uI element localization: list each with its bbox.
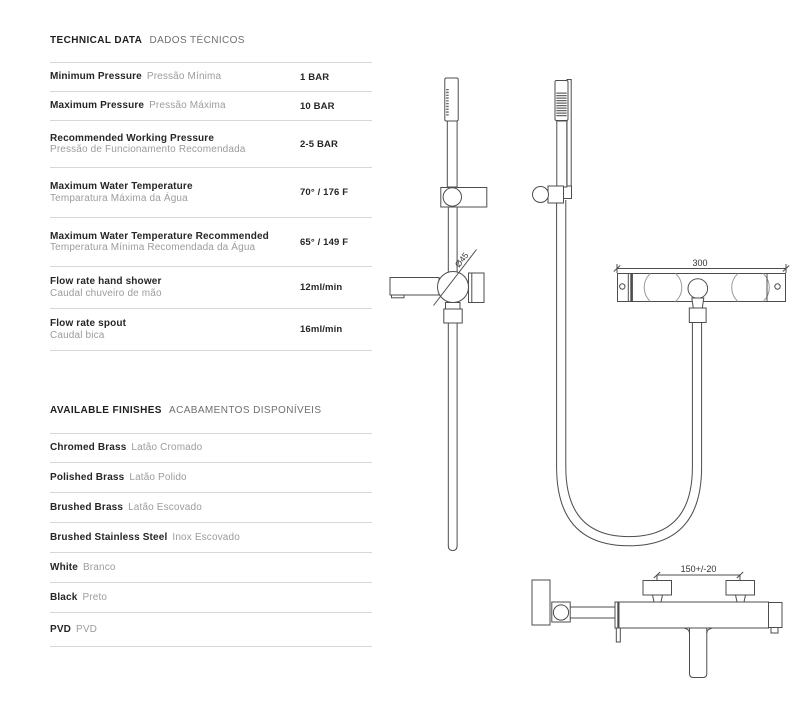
holder-knob-side <box>533 187 549 203</box>
technical-data-title-pt: DADOS TÉCNICOS <box>149 35 245 46</box>
spout <box>390 278 439 296</box>
valve-body <box>438 272 469 303</box>
hose-connector-cone <box>692 298 704 308</box>
hose-inner <box>566 200 693 537</box>
drawing-mixer-front-view <box>532 564 782 678</box>
spec-value: 2-5 BAR <box>300 138 339 150</box>
inlet-left <box>643 581 672 596</box>
spec-value: 10 BAR <box>300 100 335 112</box>
finish-label-en: Black <box>50 591 78 603</box>
dimension-label-width: 300 <box>692 258 708 268</box>
spec-label-en: Flow rate hand shower <box>50 276 162 287</box>
spec-label-pt: Temperatura Mínima Recomendada da Água <box>50 242 256 253</box>
mixer-body <box>615 602 769 628</box>
diverter-knob <box>469 273 485 303</box>
finish-label-pt: Branco <box>82 561 116 573</box>
finish-label-pt: PVD <box>76 623 98 635</box>
holder-bracket-side <box>548 186 564 203</box>
spec-value: 70° / 176 F <box>300 187 349 198</box>
hand-shower-handle <box>447 121 457 187</box>
spec-label-en: Minimum Pressure <box>50 71 142 83</box>
finish-label-pt: Preto <box>82 591 108 603</box>
holder-knob <box>553 605 568 620</box>
available-finishes-title-pt: ACABAMENTOS DISPONÍVEIS <box>169 405 322 416</box>
hand-shower-profile <box>532 580 550 625</box>
spec-label-pt: Pressão de Funcionamento Recomendada <box>50 144 246 155</box>
mixer-cap-right <box>769 603 783 628</box>
finish-label-en: Polished Brass <box>50 471 125 483</box>
bath-spout <box>690 629 707 678</box>
spec-label-pt: Temparatura Máxima da Água <box>50 192 188 204</box>
inlet-right-neck <box>736 595 746 602</box>
spec-label-pt: Pressão Máxima <box>149 100 226 112</box>
spec-label-en: Maximum Pressure <box>50 100 145 112</box>
valve-connector <box>444 309 462 323</box>
hand-shower-handle-side <box>557 121 567 187</box>
available-finishes-title: AVAILABLE FINISHES <box>50 405 162 416</box>
finish-label-en: Brushed Stainless Steel <box>50 531 168 543</box>
screw-hole-right <box>775 284 780 289</box>
drawing-side-view <box>533 80 702 546</box>
inlet-right <box>726 581 755 596</box>
valve-connector-top <box>446 303 461 310</box>
hose-connector-nut <box>689 308 706 323</box>
spec-label-en: Maximum Water Temperature <box>50 181 193 192</box>
spec-label-en: Recommended Working Pressure <box>50 132 215 144</box>
finish-label-pt: Latão Cromado <box>131 442 203 454</box>
bar-seal-line <box>630 274 633 302</box>
hose-outer <box>557 200 702 546</box>
spec-value: 12ml/min <box>300 282 343 293</box>
inlet-left-neck <box>653 595 663 602</box>
rail-edge-nub <box>563 186 572 199</box>
spec-label-pt: Pressão Mínima <box>146 71 222 83</box>
holder-arm <box>570 607 616 618</box>
spec-label-en: Flow rate spout <box>50 318 127 329</box>
spec-value: 65° / 149 F <box>300 236 349 248</box>
spec-value: 16ml/min <box>300 324 343 335</box>
screw-hole-left <box>620 284 625 289</box>
finish-label-en: PVD <box>50 623 72 635</box>
finish-label-pt: Latão Escovado <box>128 501 202 513</box>
finish-label-en: Brushed Brass <box>50 501 124 513</box>
drawing-top-view-bar <box>614 258 789 323</box>
finish-label-en: White <box>50 561 78 573</box>
finish-label-pt: Inox Escovado <box>172 531 240 543</box>
drawing-front-view <box>390 78 487 551</box>
spout-lip <box>392 295 405 298</box>
bath-spout-shoulder-right <box>707 628 712 633</box>
spec-value: 1 BAR <box>300 71 330 83</box>
mixer-seal-line <box>617 602 619 627</box>
spec-label-en: Maximum Water Temperature Recommended <box>50 230 269 242</box>
shower-rail <box>448 200 457 551</box>
technical-data-title: TECHNICAL DATA <box>50 35 143 46</box>
slider-knob <box>443 188 461 206</box>
bath-spout-shoulder-left <box>685 628 690 633</box>
dimension-label-diameter: Ø45 <box>452 250 471 270</box>
spec-label-pt: Caudal chuveiro de mão <box>50 287 162 299</box>
spec-label-pt: Caudal bica <box>50 329 105 341</box>
diverter-lever <box>616 628 620 642</box>
finish-label-en: Chromed Brass <box>50 442 127 454</box>
mixer-cap-nub <box>771 628 778 634</box>
finish-label-pt: Latão Polido <box>129 471 187 483</box>
dimension-label-inlet-spacing: 150+/-20 <box>680 564 717 574</box>
diverter-circle-top <box>688 279 708 299</box>
